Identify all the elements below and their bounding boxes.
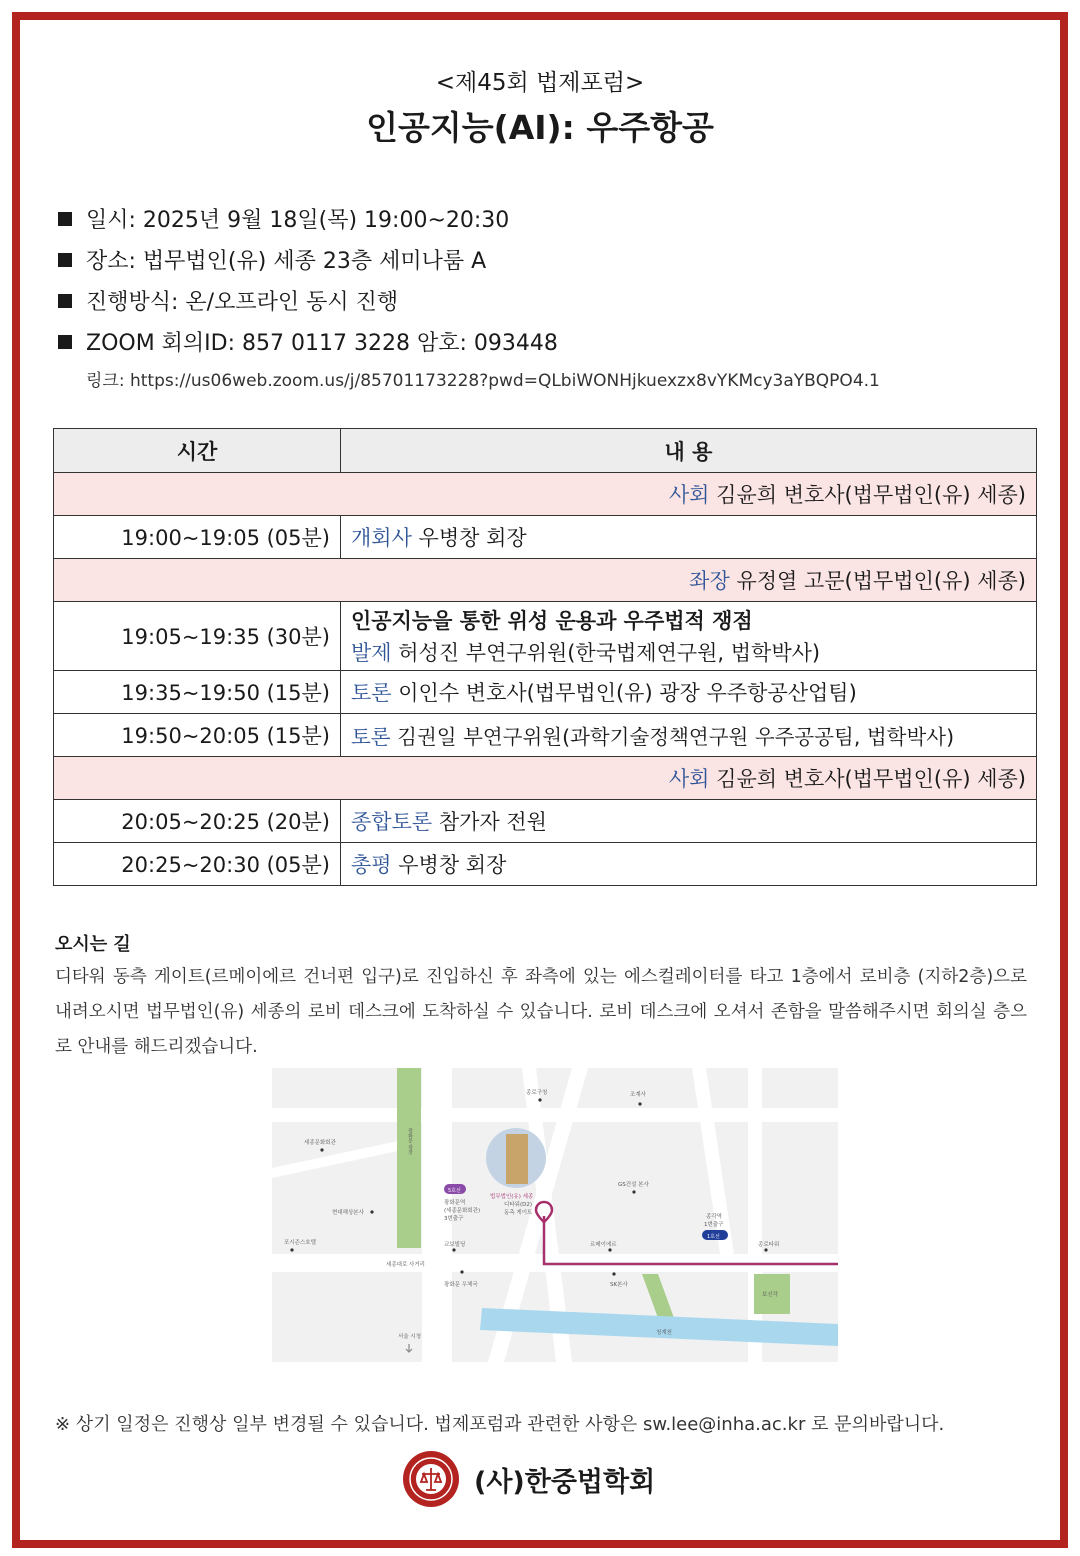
table-row	[54, 602, 1037, 671]
notice-text: ※ 상기 일정은 진행상 일부 변경될 수 있습니다. 법제포럼과 관련한 사항은 sw.lee@inha.ac.kr 로 문의바랍니다.	[55, 1414, 945, 1435]
map-label: 서울 시청	[398, 1334, 422, 1340]
forum-title: 인공지능(AI): 우주항공	[366, 108, 714, 147]
map-label: 세종대로 사거리	[386, 1262, 425, 1268]
map-label: (세종문화회관)	[444, 1208, 481, 1214]
map-label: 종각역	[706, 1214, 722, 1220]
map-label: 세종문화회관	[304, 1140, 336, 1146]
line5-label: 5호선	[448, 1188, 461, 1194]
map-label: 청계천	[656, 1330, 672, 1336]
association-seal-icon	[402, 1450, 460, 1508]
info-format: 진행방식: 온/오프라인 동시 진행	[58, 280, 1038, 321]
content-cell	[341, 714, 1037, 757]
content-cell	[341, 843, 1037, 886]
time-cell: 19:00~19:05 (05분)	[54, 516, 341, 559]
square-bullet-icon	[58, 212, 72, 226]
line1-label: 1호선	[707, 1234, 720, 1240]
directions-title: 오시는 길	[55, 934, 131, 955]
map-label: 포시즌스호텔	[284, 1240, 316, 1246]
footer	[402, 1450, 655, 1508]
section-row	[54, 757, 1037, 800]
person: 유정열 고문(법무법인(유) 세종)	[736, 569, 1026, 593]
map-label: 종로구청	[526, 1090, 548, 1096]
time-cell: 20:25~20:30 (05분)	[54, 843, 341, 886]
map-label: 광화문역	[444, 1200, 466, 1206]
col-content-header: 내 용	[341, 429, 1037, 473]
map-label: 종로타워	[758, 1242, 780, 1248]
presentation-topic: 인공지능을 통한 위성 운용과 우주법적 쟁점	[351, 609, 753, 633]
map-label: 광화문 우체국	[444, 1282, 478, 1288]
info-venue: 장소: 법무법인(유) 세종 23층 세미나룸 A	[58, 239, 1038, 280]
map-label: SK본사	[610, 1282, 628, 1288]
col-time-header: 시간	[54, 429, 341, 473]
location-map	[272, 1068, 838, 1362]
forum-subtitle: <제45회 법제포럼>	[435, 70, 645, 96]
table-row	[54, 714, 1037, 757]
time-cell: 19:35~19:50 (15분)	[54, 671, 341, 714]
association-name: (사)한중법학회	[474, 1466, 656, 1498]
map-road	[748, 1068, 762, 1362]
building-icon	[506, 1134, 528, 1184]
content-cell	[341, 800, 1037, 843]
role-label: 총평	[351, 853, 392, 877]
info-datetime: 일시: 2025년 9월 18일(목) 19:00~20:30	[58, 198, 1038, 239]
role-label: 사회	[668, 483, 710, 507]
person: 우병창 회장	[398, 853, 507, 877]
map-label: 동측 게이트	[504, 1210, 533, 1216]
map-label: 광화문 광장	[407, 1128, 413, 1155]
section-row	[54, 473, 1037, 516]
content-cell	[341, 671, 1037, 714]
table-row	[54, 843, 1037, 886]
map-label: 1번출구	[704, 1222, 724, 1228]
person: 허성진 부연구위원(한국법제연구원, 법학박사)	[398, 641, 821, 665]
square-bullet-icon	[58, 294, 72, 308]
table-row	[54, 516, 1037, 559]
person: 김윤희 변호사(법무법인(유) 세종)	[716, 483, 1026, 507]
directions-body: 디타워 동측 게이트(르메이에르 건너편 입구)로 진입하신 후 좌측에 있는 에스컬레이터를 타고 1층에서 로비층 (지하2층)으로 내려오시면 법무법인(유) 세종의 로비 데스크에 도착하실 수 있습니다. 로비 데스크에 오셔서 존함을 말씀해주시면 회의실 층으로 안내를 해드리겠습니다.	[55, 967, 1027, 1057]
map-label: 법무법인(유) 세종	[490, 1194, 534, 1200]
person: 김권일 부연구위원(과학기술정책연구원 우주공공팀, 법학박사)	[397, 725, 955, 749]
map-label: GS건설 본사	[618, 1182, 649, 1188]
role-label: 좌장	[689, 569, 730, 593]
person: 이인수 변호사(법무법인(유) 광장 우주항공산업팀)	[398, 681, 857, 705]
zoom-link[interactable]: 링크: https://us06web.zoom.us/j/85701173228?pwd=QLbiWONHjkuexzx8vYKMcy3aYBQPO4.1	[86, 371, 880, 391]
schedule-table	[53, 428, 1037, 886]
role-label: 발제	[351, 641, 392, 665]
info-zoom: ZOOM 회의ID: 857 0117 3228 암호: 093448	[58, 321, 1038, 362]
map-label: 3번출구	[444, 1216, 464, 1222]
table-row	[54, 800, 1037, 843]
event-info	[58, 198, 1038, 391]
role-label: 토론	[351, 681, 392, 705]
time-cell: 20:05~20:25 (20분)	[54, 800, 341, 843]
person: 김윤희 변호사(법무법인(유) 세종)	[716, 767, 1026, 791]
map-label: 디타워(D2)	[504, 1202, 532, 1208]
map-road	[422, 1068, 452, 1362]
table-row	[54, 671, 1037, 714]
schedule-header-row	[54, 429, 1037, 473]
time-cell: 19:05~19:35 (30분)	[54, 602, 341, 671]
person: 참가자 전원	[438, 810, 547, 834]
content-cell	[341, 516, 1037, 559]
square-bullet-icon	[58, 335, 72, 349]
section-row	[54, 559, 1037, 602]
person: 우병창 회장	[418, 526, 527, 550]
role-label: 개회사	[351, 526, 412, 550]
map-label: 보신각	[762, 1292, 778, 1298]
role-label: 사회	[668, 767, 710, 791]
map-label: 현대해상본사	[332, 1210, 364, 1216]
map-label: 조계사	[630, 1092, 646, 1098]
gwanghwamun-square	[397, 1068, 421, 1248]
time-cell: 19:50~20:05 (15분)	[54, 714, 341, 757]
role-label: 종합토론	[351, 810, 433, 834]
content-cell	[341, 602, 1037, 671]
map-label: 르메이에르	[590, 1242, 617, 1248]
role-label: 토론	[351, 725, 391, 749]
square-bullet-icon	[58, 253, 72, 267]
map-label: 교보빌딩	[444, 1242, 466, 1248]
